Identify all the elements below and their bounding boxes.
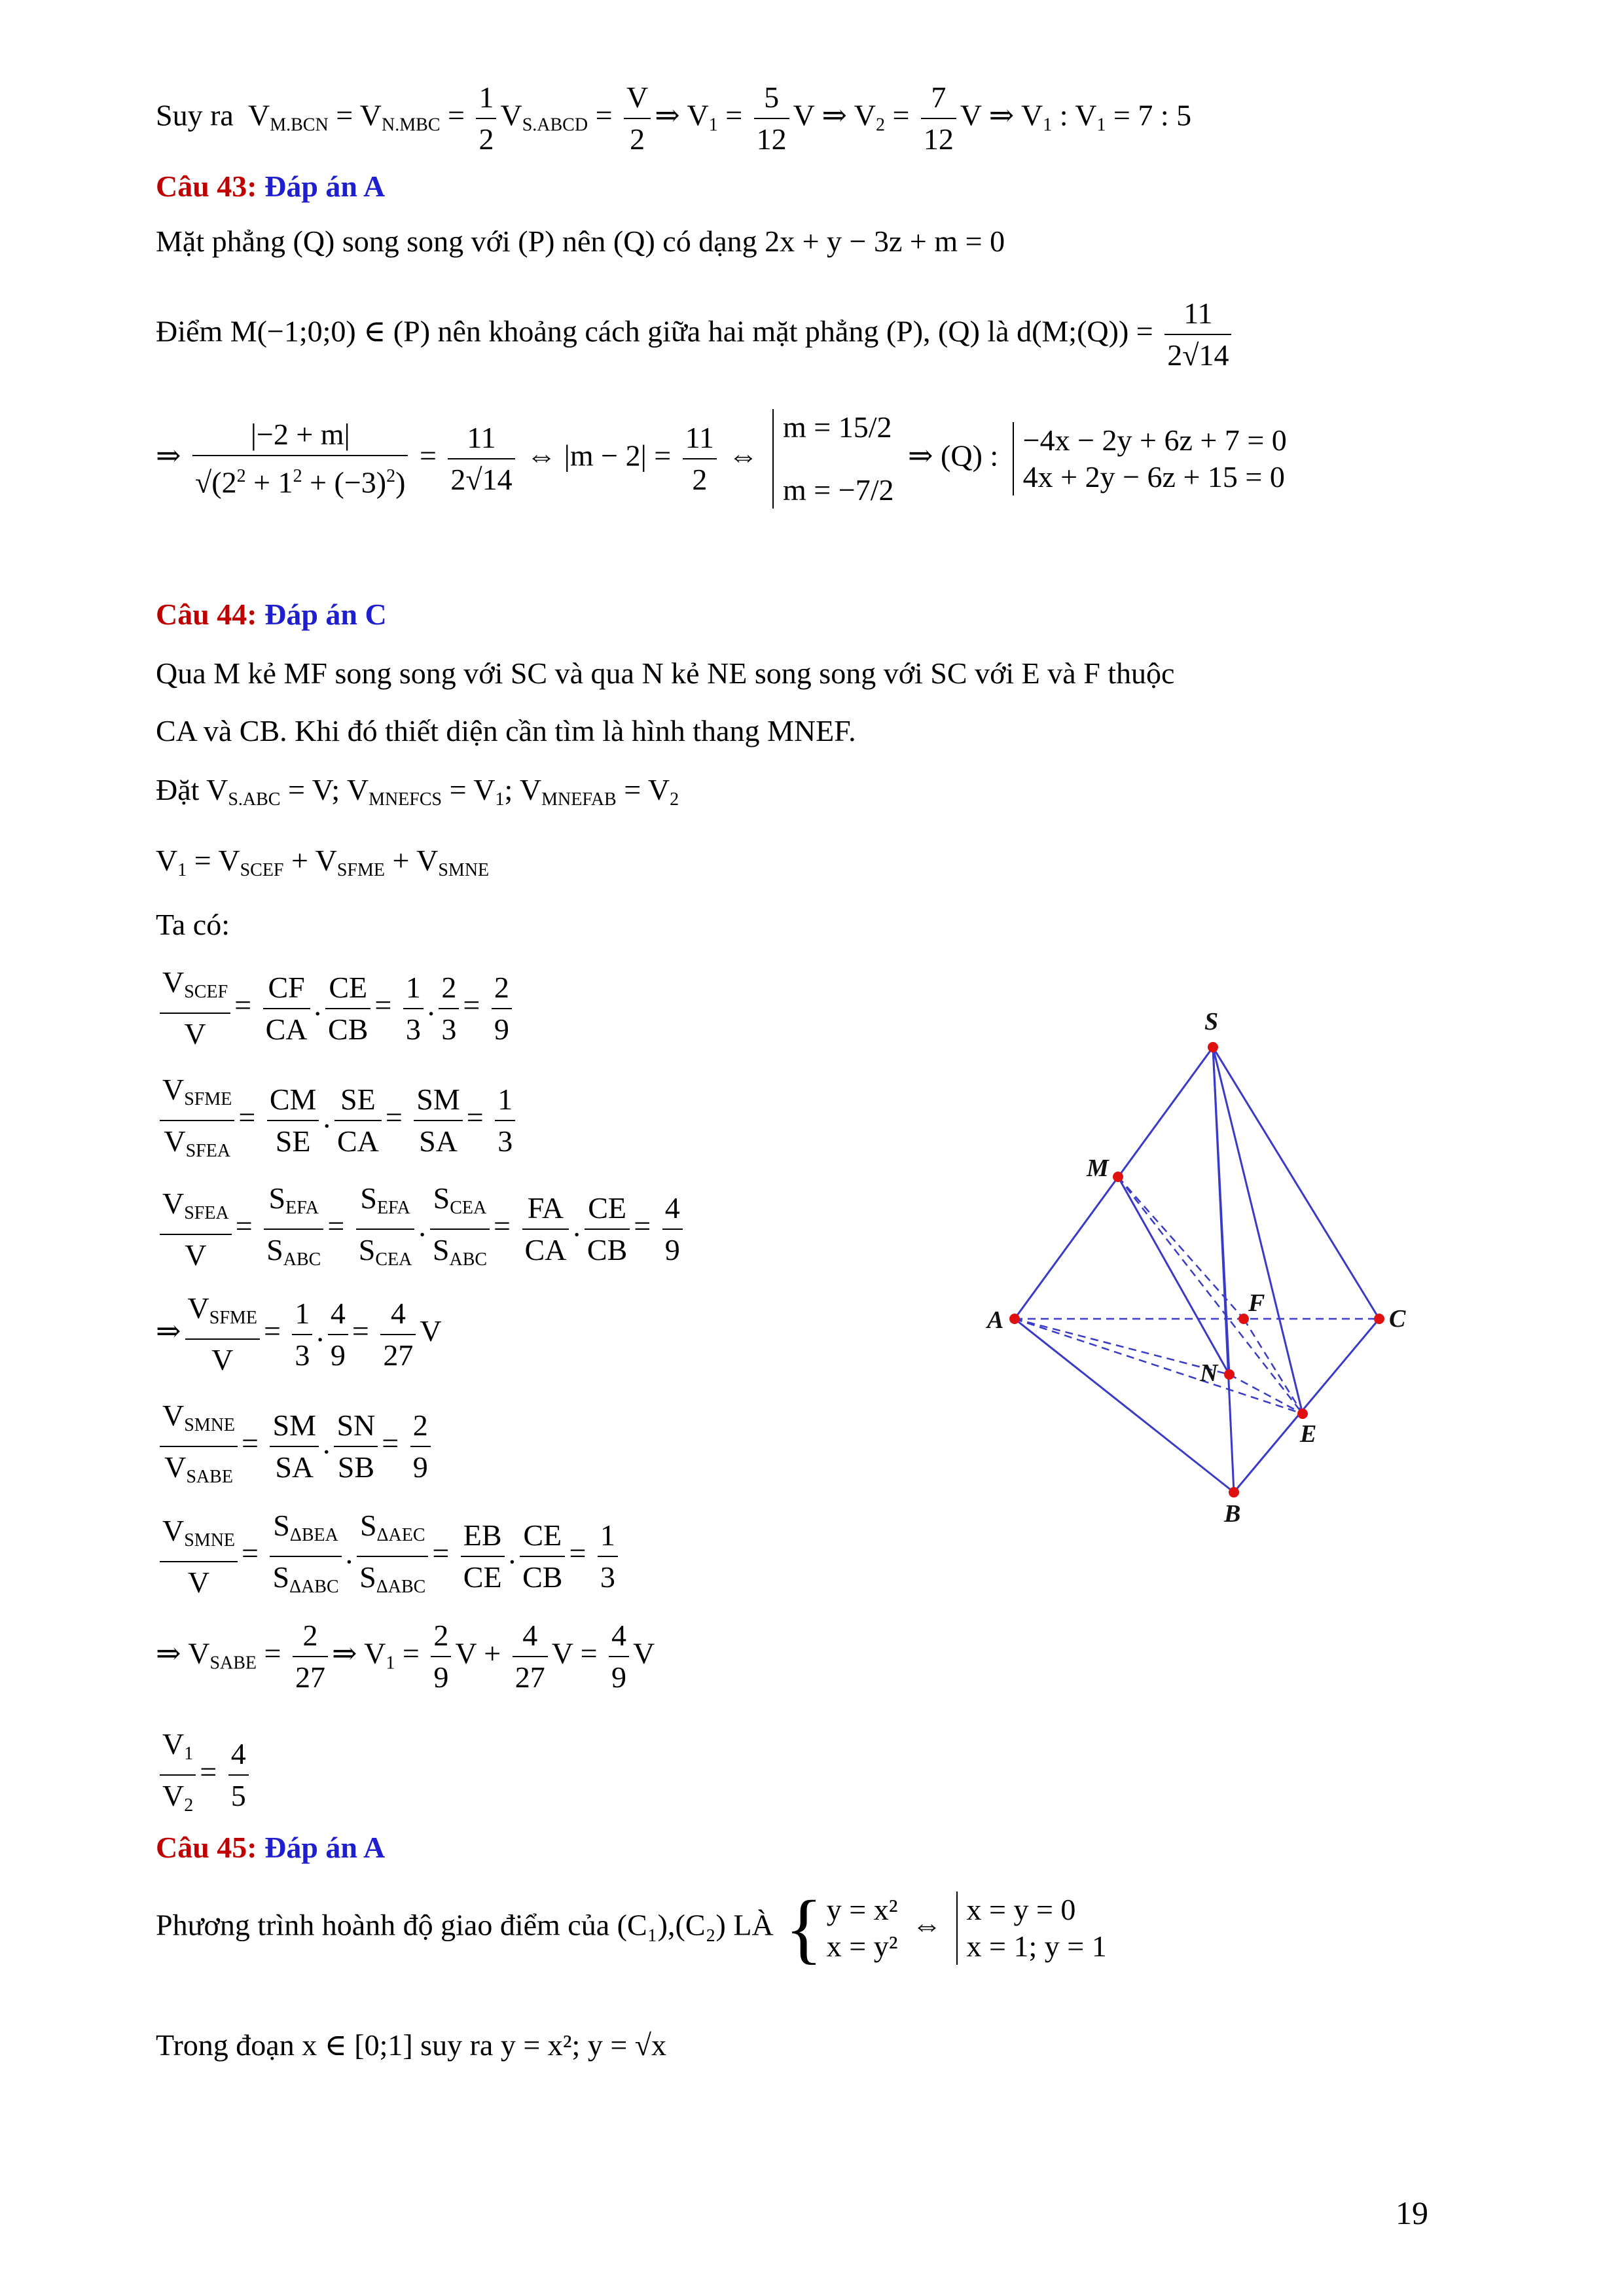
eq-sfme-v: ⇒ $\frac{V_{SFME}}{V}$ = $\frac{1}{3}$ . $\frac{4}{9}$ = $\frac{4}{27}$ V	[156, 1288, 442, 1380]
edge-ne	[1229, 1374, 1303, 1414]
q44-taco: Ta có:	[156, 908, 230, 941]
q45-line1: Phương trình hoành độ giao điểm của (C₁),(C₂) LÀ { y = x² x = y² ⇔ x = y = 0 x = 1; y = 1	[156, 1884, 1107, 1971]
tetrahedron-figure	[982, 1005, 1453, 1541]
point-c	[1374, 1314, 1384, 1324]
label-f: F	[1248, 1289, 1265, 1317]
label-s: S	[1204, 1008, 1219, 1035]
q-planes: −4x − 2y + 6z + 7 = 0 4x + 2y − 6z + 15 = 0	[1013, 422, 1287, 495]
eq-smne: $\frac{V_{SMNE}}{V_{SABE}}$ = $\frac{SM}{SA}$ . $\frac{SN}{SB}$ = $\frac{2}{9}$	[156, 1395, 435, 1498]
eq-ratio: $\frac{V_1}{V_2}$ = $\frac{4}{5}$	[156, 1724, 253, 1826]
point-s	[1208, 1042, 1218, 1052]
label-e: E	[1300, 1420, 1317, 1448]
label-a: A	[987, 1306, 1004, 1334]
q43-solution: ⇒ $\frac{|-2 + m|}{√(2^2 + 1^2 + (-3)^2)}$ = $\frac{11}{2√14}$ ⇔ |m − 2| = $\frac{11}{2}$ ⇔ m = 15/2 m = −7/2 ⇒ (Q) : −4x − 2y + 6z + 7 = 0 4x + 2y − 6z + 15 = 0	[156, 409, 1293, 509]
edge-fe	[1244, 1319, 1303, 1414]
edge-ae	[1015, 1319, 1303, 1414]
label-c: C	[1389, 1305, 1406, 1333]
point-f	[1238, 1314, 1249, 1324]
top-formula-line: Suy ra $V_{M.BCN} = V_{N.MBC}$ = $\frac{1}{2}$ $V_{S.ABCD}$ = $\frac{V}{2}$ ⇒ $V_1$ = $\frac{5}{12}$ V ⇒ $V_2$ = $\frac{7}{12}$ V ⇒ $V_1$ : $V_1 = 7$ : 5	[156, 77, 1191, 160]
edge-bc	[1234, 1319, 1379, 1492]
point-n	[1224, 1369, 1235, 1380]
edge-se	[1213, 1047, 1303, 1414]
point-m	[1113, 1172, 1123, 1182]
label-m: M	[1087, 1155, 1109, 1182]
q44-dat: Đặt $V_{S.ABC} = V$; $V_{MNEFCS} = V_1$; $V_{MNEFAB} = V_2$	[156, 773, 679, 810]
q43-line2: Điểm M(−1;0;0) ∈ (P) nên khoảng cách giữa hai mặt phẳng (P), (Q) là d(M;(Q)) = $\frac{11}{2√14}$	[156, 293, 1235, 376]
eq-sabe: ⇒ $V_{SABE}$ = $\frac{2}{27}$ ⇒ $V_1$ = $\frac{2}{9}$ V + $\frac{4}{27}$ V = $\frac{4}{9}$ V	[156, 1615, 655, 1698]
q44-heading: Câu 44: Đáp án C	[156, 598, 387, 631]
eq-sfea: $\frac{V_{SFEA}}{V}$ = $\frac{S_{EFA}}{S_{ABC}}$ = $\frac{S_{EFA}}{S_{CEA}}$ . $\frac{S_{CEA}}{S_{ABC}}$ = $\frac{FA}{CA}$ . $\frac{CE}{CB}$ = $\frac{4}{9}$	[156, 1178, 687, 1280]
m-cases: m = 15/2 m = −7/2	[772, 409, 893, 509]
edge-sc	[1213, 1047, 1379, 1319]
point-e	[1297, 1408, 1308, 1419]
edge-mf	[1118, 1177, 1244, 1319]
q44-v1: $V_1 = V_{SCEF} + V_{SFME} + V_{SMNE}$	[156, 844, 490, 880]
q43-line1: Mặt phẳng (Q) song song với (P) nên (Q) có dạng 2x + y − 3z + m = 0	[156, 224, 1005, 258]
q44-text1: Qua M kẻ MF song song với SC và qua N kẻ NE song song với SC với E và F thuộc	[156, 656, 1175, 690]
q44-text2: CA và CB. Khi đó thiết diện cần tìm là hình thang MNEF.	[156, 714, 856, 747]
q45-heading: Câu 45: Đáp án A	[156, 1831, 386, 1864]
label-b: B	[1224, 1500, 1241, 1528]
q45-solutions: x = y = 0 x = 1; y = 1	[956, 1892, 1107, 1965]
edge-an	[1015, 1319, 1229, 1374]
point-b	[1229, 1487, 1239, 1498]
edge-mn	[1118, 1177, 1229, 1374]
eq-smne-v: $\frac{V_{SMNE}}{V}$ = $\frac{S_{\Delta BEA}}{S_{\Delta ABC}}$ . $\frac{S_{\Delta AEC}}{S_{\Delta ABC}}$ = $\frac{EB}{CE}$ . $\frac{CE}{CB}$ = $\frac{1}{3}$	[156, 1505, 622, 1607]
q43-heading: Câu 43: Đáp án A	[156, 170, 386, 203]
q45-line2: Trong đoạn x ∈ [0;1] suy ra y = x²; y = √x	[156, 2028, 667, 2062]
page-number: 19	[1396, 2195, 1428, 2231]
eq-sfme: $\frac{V_{SFME}}{V_{SFEA}}$ = $\frac{CM}{SE}$ . $\frac{SE}{CA}$ = $\frac{SM}{SA}$ = $\frac{1}{3}$	[156, 1069, 519, 1172]
point-a	[1009, 1314, 1020, 1324]
label-n: N	[1200, 1359, 1218, 1387]
edge-sn	[1213, 1047, 1229, 1374]
edge-sa	[1015, 1047, 1213, 1319]
edge-ab	[1015, 1319, 1234, 1492]
suy-ra-label: Suy ra	[156, 98, 234, 132]
eq-scef: $\frac{V_{SCEF}}{V}$ = $\frac{CF}{CA}$ . $\frac{CE}{CB}$ = $\frac{1}{3}$ . $\frac{2}{3}$ = $\frac{2}{9}$	[156, 962, 516, 1054]
